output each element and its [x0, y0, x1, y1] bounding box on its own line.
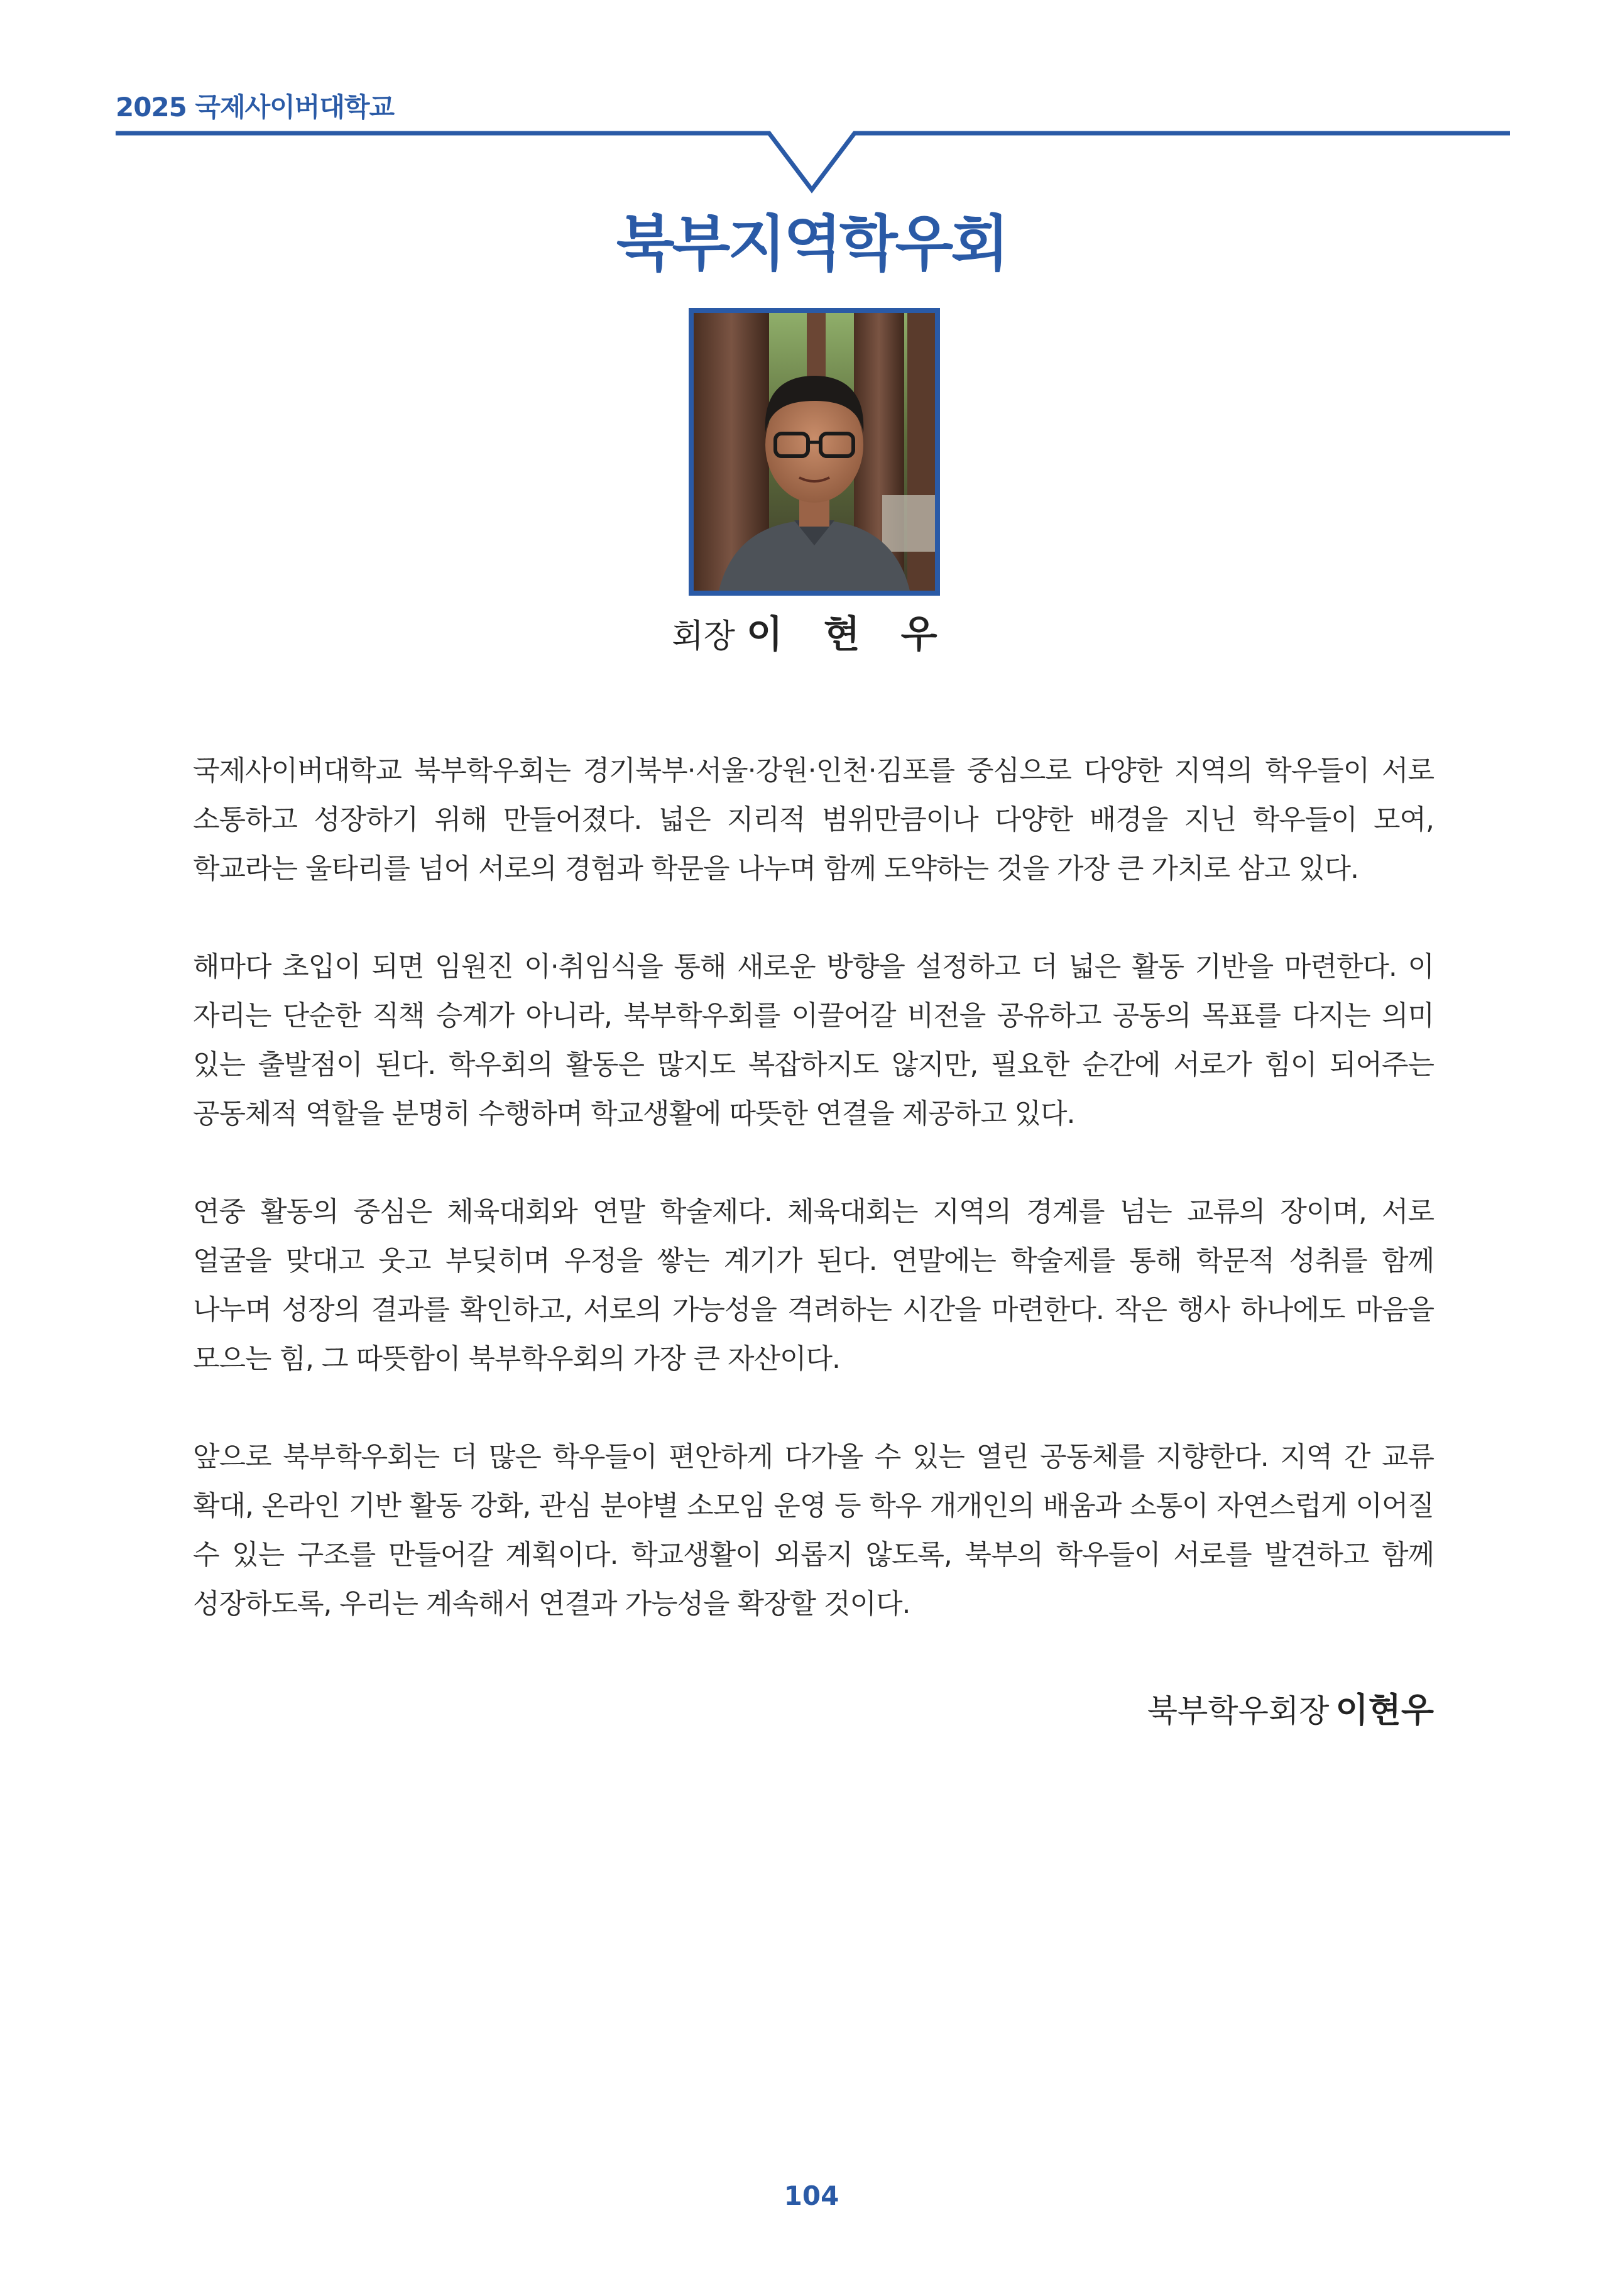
header-label: 2025 국제사이버대학교	[116, 92, 395, 123]
signature-name: 이현우	[1335, 1690, 1434, 1730]
portrait-photo-icon	[694, 313, 935, 591]
president-photo	[689, 308, 940, 596]
paragraph-2: 해마다 초입이 되면 임원진 이·취임식을 통해 새로운 방향을 설정하고 더 넓은 활동 기반을 마련한다. 이 자리는 단순한 직책 승계가 아니라, 북부학우회를 이끌어갈 비전을 공유하고 공동의 목표를 다지는 의미 있는 출발점이 된다. 학우회의 활동은 많지도 복잡하지도 않지만, 필요한 순간에 서로가 힘이 되어주는 공동체적 역할을 분명히 수행하며 학교생활에 따뜻한 연결을 제공하고 있다.	[193, 951, 1434, 1130]
page-title: 북부지역학우회	[616, 209, 1007, 279]
president-caption	[0, 610, 1623, 662]
caption-name: 이 현 우	[746, 613, 951, 657]
signature	[1147, 1685, 1434, 1736]
caption-role: 회장	[672, 618, 735, 655]
header-divider-chevron	[0, 0, 1623, 207]
paragraph-4: 앞으로 북부학우회는 더 많은 학우들이 편안하게 다가올 수 있는 열린 공동체를 지향한다. 지역 간 교류 확대, 온라인 기반 활동 강화, 관심 분야별 소모임 운영 등 학우 개개인의 배움과 소통이 자연스럽게 이어질 수 있는 구조를 만들어갈 계획이다. 학교생활이 외롭지 않도록, 북부의 학우들이 서로를 발견하고 함께 성장하도록, 우리는 계속해서 연결과 가능성을 확장할 것이다.	[193, 1441, 1434, 1620]
article-body	[193, 746, 1434, 1678]
paragraph-3: 연중 활동의 중심은 체육대회와 연말 학술제다. 체육대회는 지역의 경계를 넘는 교류의 장이며, 서로 얼굴을 맞대고 웃고 부딪히며 우정을 쌓는 계기가 된다. 연말에는 학술제를 통해 학문적 성취를 함께 나누며 성장의 결과를 확인하고, 서로의 가능성을 격려하는 시간을 마련한다. 작은 행사 하나에도 마음을 모으는 힘, 그 따뜻함이 북부학우회의 가장 큰 자산이다.	[193, 1196, 1434, 1375]
signature-role: 북부학우회장	[1147, 1693, 1330, 1729]
paragraph-1: 국제사이버대학교 북부학우회는 경기북부·서울·강원·인천·김포를 중심으로 다양한 지역의 학우들이 서로 소통하고 성장하기 위해 만들어졌다. 넓은 지리적 범위만큼이나 다양한 배경을 지닌 학우들이 모여, 학교라는 울타리를 넘어 서로의 경험과 학문을 나누며 함께 도약하는 것을 가장 큰 가치로 삼고 있다.	[193, 755, 1434, 885]
page-number: 104	[784, 2180, 839, 2211]
